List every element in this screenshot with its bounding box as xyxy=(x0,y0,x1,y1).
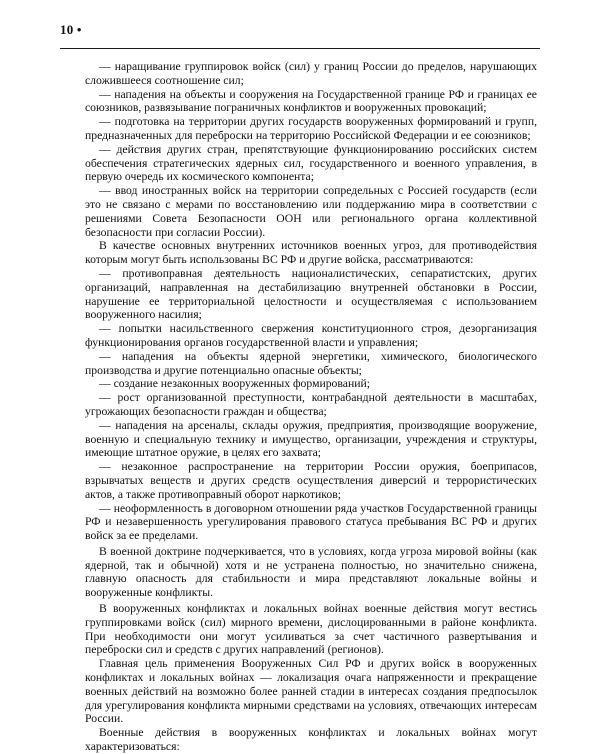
paragraph: — создание незаконных вооруженных формирований; xyxy=(99,377,370,391)
body-text xyxy=(85,60,537,754)
paragraph: Военные действия в вооруженных конфликтах и локальных войнах могут характеризоваться: xyxy=(85,726,537,754)
paragraph: В качестве основных внутренних источников военных угроз, для противодействия которым могут быть использованы ВС РФ и другие войска, рассматриваются: xyxy=(85,239,537,267)
header-rule xyxy=(60,48,540,49)
paragraph: — наращивание группировок войск (сил) у границ России до пределов, нарушающих сложившееся соотношение сил; xyxy=(85,60,537,87)
paragraph: — нападения на объекты и сооружения на Государственной границе РФ и границах ее союзников, развязывание пограничных конфликтов и вооруженных провокаций; xyxy=(85,87,537,115)
paragraph: — неоформленность в договорном отношении ряда участков Государственной границы РФ и незавершенность урегулирования правового статуса пребывания ВС РФ и других войск за ее пределами. xyxy=(85,501,537,543)
paragraph: — нападения на арсеналы, склады оружия, предприятия, производящие вооружение, военную и специальную технику и имущество, организации, учреждения и структуры, имеющие штатное оружие, в целях его захвата; xyxy=(85,418,537,460)
paragraph: — незаконное распространение на территории России оружия, боеприпасов, взрывчатых веществ и других средств осуществления диверсий и террористических актов, а также противоправный оборот наркотиков; xyxy=(85,460,537,501)
paragraph: — нападения на объекты ядерной энергетики, химического, биологического производства и другие потенциально опасные объекты; xyxy=(85,349,537,377)
paragraph: — попытки насильственного свержения конституционного строя, дезорганизация функционирования органов государственной власти и управления; xyxy=(85,322,537,349)
paragraph: — противоправная деятельность националистических, сепаратистских, других организаций, направленная на дестабилизацию внутренней обстановки в России, нарушение ее территориальной целостности и осуществляемая с использованием вооруженного насилия; xyxy=(85,266,537,322)
paragraph: — рост организованной преступности, контрабандной деятельности в масштабах, угрожающих безопасности граждан и общества; xyxy=(85,391,537,418)
page-number: 10 • xyxy=(60,22,82,37)
paragraph: — подготовка на территории других государств вооруженных формирований и групп, предназначенных для переброски на территорию Российской Федерации и ее союзников; xyxy=(85,115,537,142)
paragraph: В вооруженных конфликтах и локальных войнах военные действия могут вестись группировками войск (сил) мирного времени, дислоцированными в районе конфликта. При необходимости они могут усиливаться за счет частичного развертывания и переброски сил и средств с других направлений (регионов). xyxy=(85,602,537,657)
paragraph: — действия других стран, препятствующие функционированию российских систем обеспечения стратегических ядерных сил, государственного и военного управления, в первую очередь их космического компонента; xyxy=(85,142,537,184)
paragraph: Главная цель применения Вооруженных Сил РФ и других войск в вооруженных конфликтах и локальных войнах — локализация очага напряженности и прекращение военных действий на возможно более ранней стадии в интересах создания предпосылок для урегулирования конфликта мирными средствами на условиях, отвечающих интересам России. xyxy=(85,657,537,726)
paragraph: В военной доктрине подчеркивается, что в условиях, когда угроза мировой войны (как ядерной, так и обычной) хотя и не устранена полностью, но значительно снижена, главную опасность для стабильности и мира представляют локальные войны и вооруженные конфликты. xyxy=(85,544,537,600)
paragraph: — ввод иностранных войск на территории сопредельных с Россией государств (если это не связано с мерами по восстановлению или поддержанию мира в соответствии с решениями Совета Безопасности ООН или регионального органа коллективной безопасности при согласии России). xyxy=(85,184,537,239)
